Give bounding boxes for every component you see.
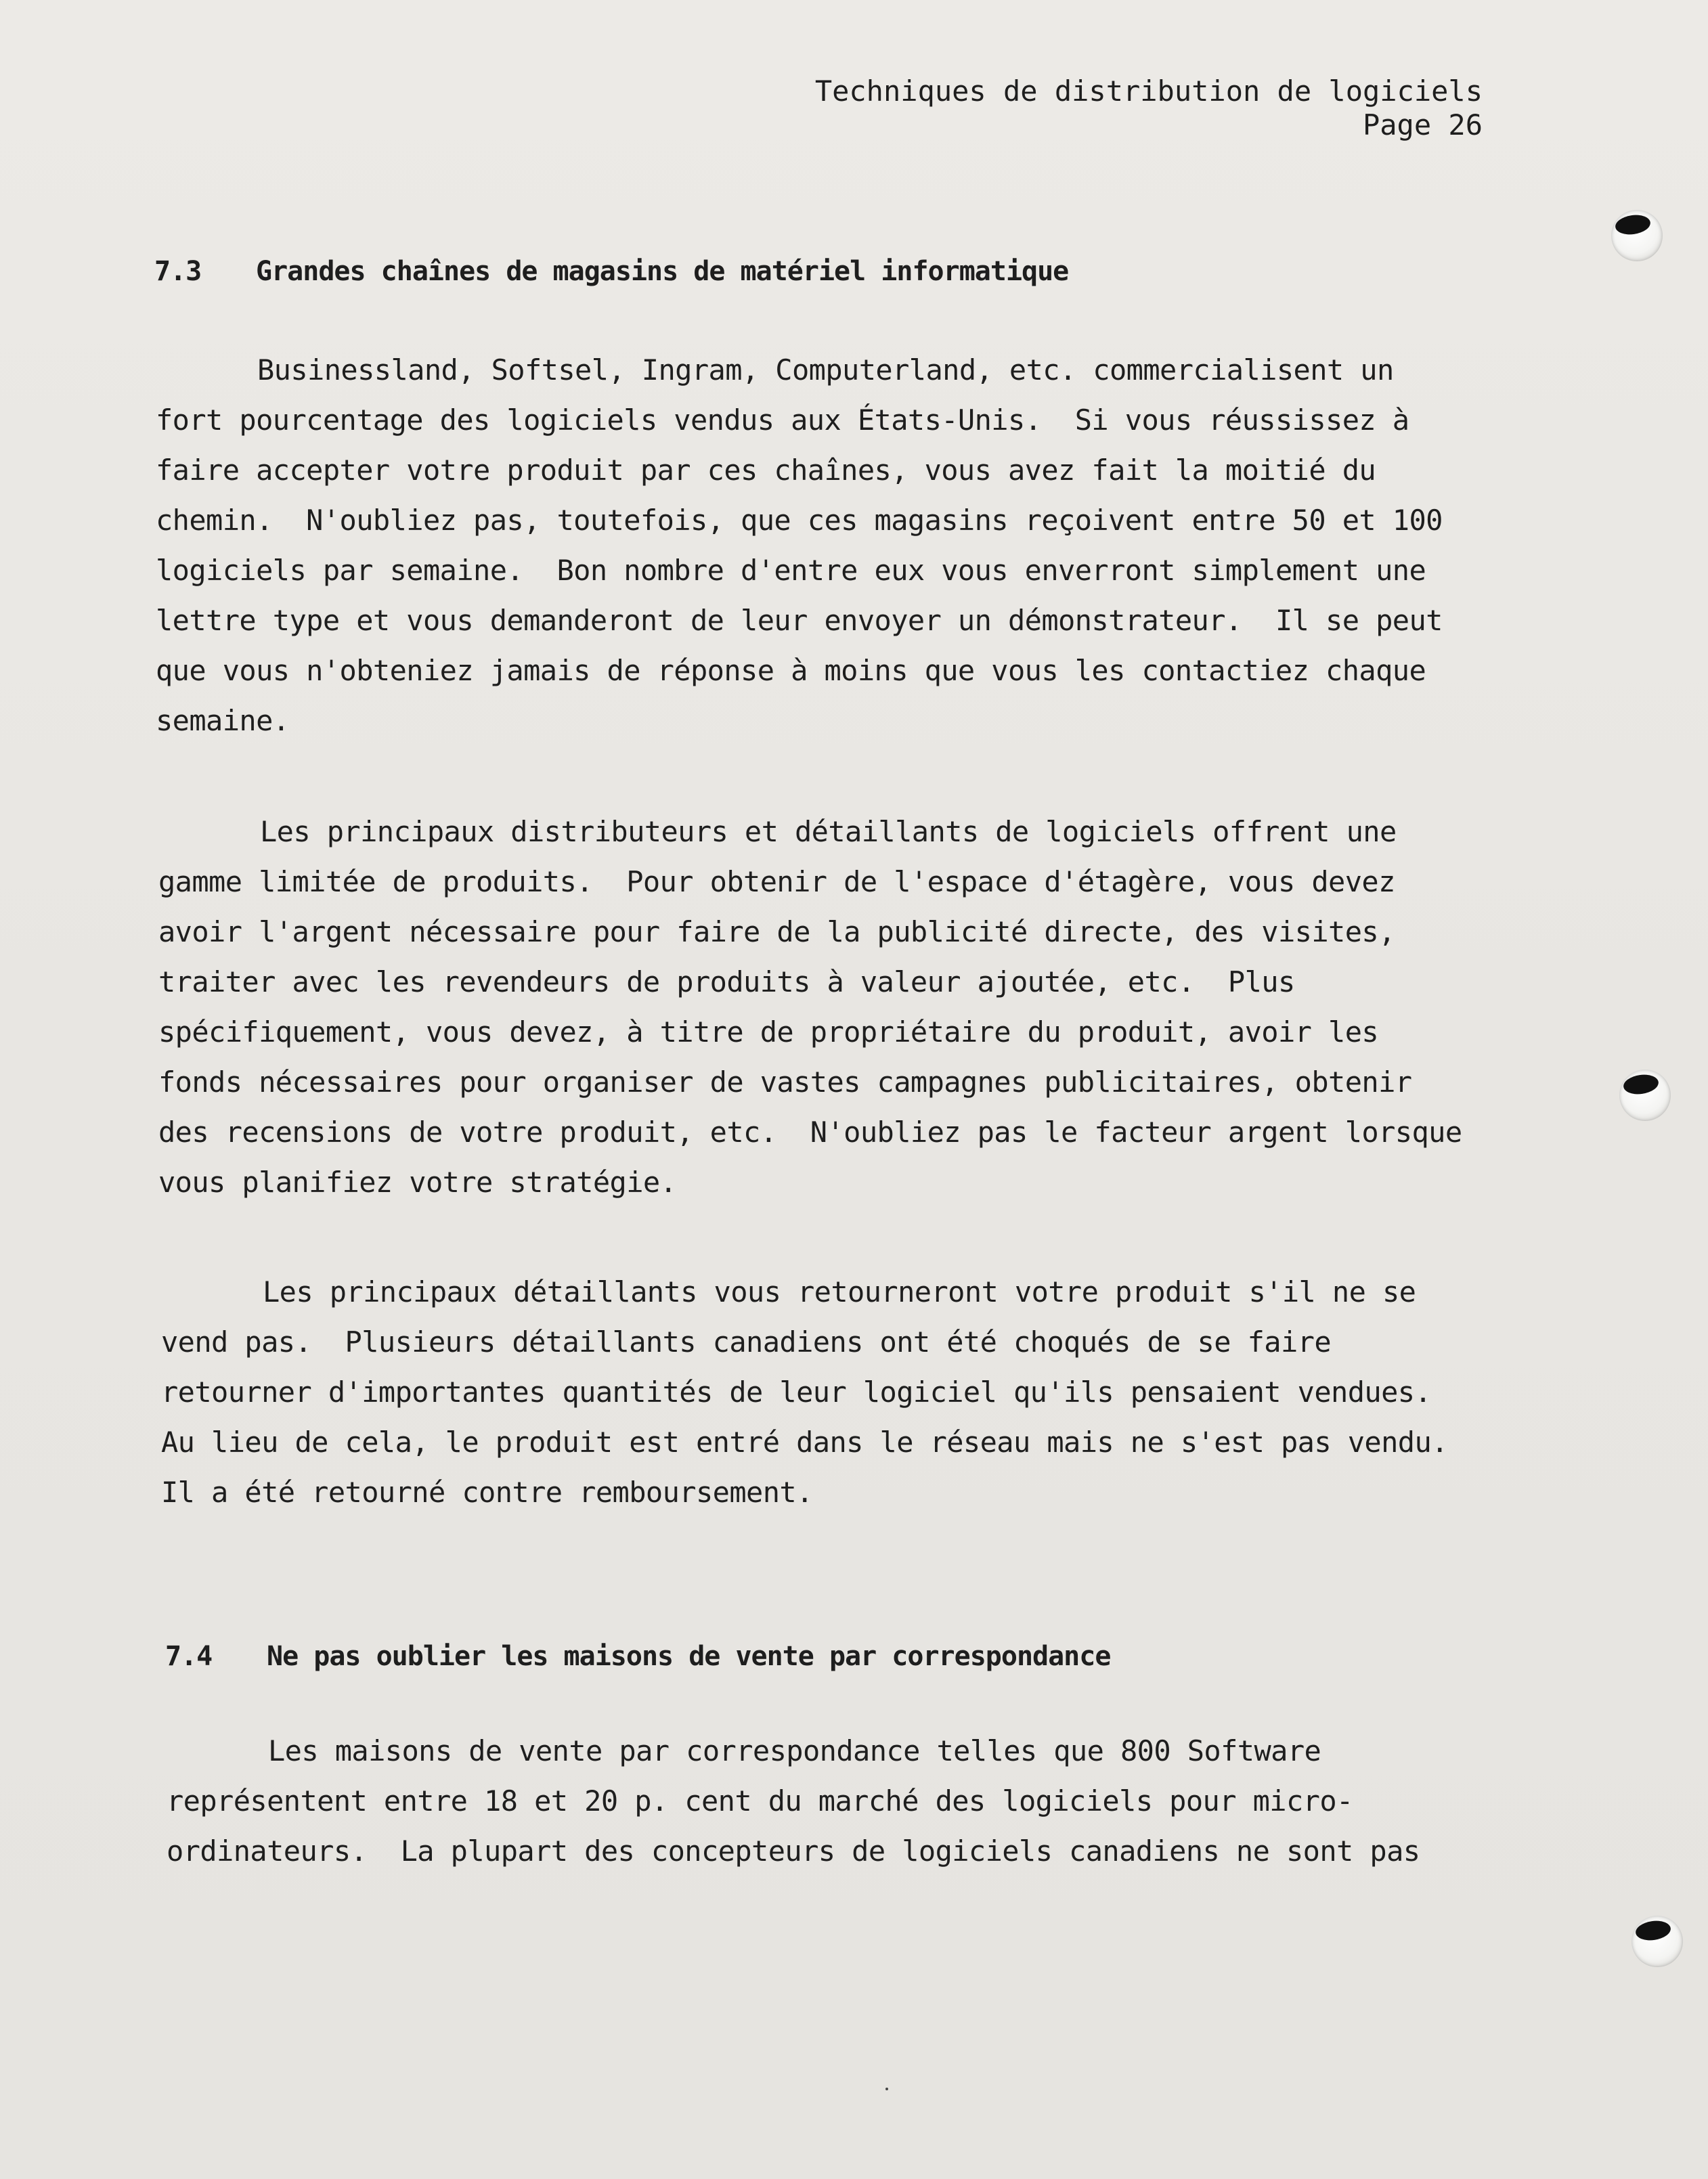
text-line: Il a été retourné contre remboursement. [161, 1476, 813, 1509]
text-line: faire accepter votre produit par ces chaînes, vous avez fait la moitié du [156, 454, 1376, 487]
paragraph-7-3-3 [161, 1267, 1508, 1518]
text-line: que vous n'obteniez jamais de réponse à moins que vous les contactiez chaque [156, 654, 1426, 687]
text-line: avoir l'argent nécessaire pour faire de la publicité directe, des visites, [158, 915, 1395, 948]
binder-hole [1611, 210, 1663, 261]
text-line: semaine. [156, 704, 290, 737]
text-line: fonds nécessaires pour organiser de vastes campagnes publicitaires, obtenir [158, 1065, 1412, 1099]
header-title: Techniques de distribution de logiciels [814, 74, 1483, 108]
paragraph-7-4-1 [167, 1726, 1514, 1876]
binder-hole [1632, 1916, 1683, 1967]
text-line: fort pourcentage des logiciels vendus aux États-Unis. Si vous réussissez à [156, 403, 1409, 437]
text-line: vous planifiez votre stratégie. [158, 1166, 677, 1199]
text-line: Businessland, Softsel, Ingram, Computerland, etc. commercialisent un [257, 353, 1394, 387]
header-page-number: Page 26 [1362, 108, 1483, 141]
section-heading-7-3 [154, 256, 1068, 287]
text-line: lettre type et vous demanderont de leur envoyer un démonstrateur. Il se peut [156, 604, 1443, 637]
text-line: Les principaux détaillants vous retourneront votre produit s'il ne se [263, 1275, 1416, 1308]
text-line: ordinateurs. La plupart des concepteurs de logiciels canadiens ne sont pas [167, 1834, 1420, 1868]
paper-speck [885, 2088, 888, 2090]
section-number: 7.4 [165, 1641, 213, 1672]
section-title: Grandes chaînes de magasins de matériel informatique [256, 256, 1069, 287]
text-line: vend pas. Plusieurs détaillants canadiens ont été choqués de se faire [161, 1325, 1332, 1359]
text-line: chemin. N'oubliez pas, toutefois, que ces magasins reçoivent entre 50 et 100 [156, 504, 1443, 537]
text-line: gamme limitée de produits. Pour obtenir de l'espace d'étagère, vous devez [158, 865, 1395, 898]
text-line: retourner d'importantes quantités de leur logiciel qu'ils pensaient vendues. [161, 1375, 1432, 1409]
section-title: Ne pas oublier les maisons de vente par correspondance [267, 1641, 1111, 1672]
text-line: Les maisons de vente par correspondance telles que 800 Software [268, 1734, 1321, 1767]
binder-hole [1619, 1070, 1671, 1121]
paragraph-7-3-1 [156, 345, 1503, 746]
text-line: logiciels par semaine. Bon nombre d'entre eux vous enverront simplement une [156, 554, 1426, 587]
paragraph-7-3-2 [158, 807, 1506, 1208]
text-line: spécifiquement, vous devez, à titre de propriétaire du produit, avoir les [158, 1015, 1379, 1049]
page-header [815, 74, 1483, 142]
text-line: représentent entre 18 et 20 p. cent du marché des logiciels pour micro- [167, 1784, 1353, 1818]
text-line: Les principaux distributeurs et détaillants de logiciels offrent une [260, 815, 1397, 848]
text-line: traiter avec les revendeurs de produits à valeur ajoutée, etc. Plus [158, 965, 1295, 998]
text-line: Au lieu de cela, le produit est entré dans le réseau mais ne s'est pas vendu. [161, 1426, 1448, 1459]
section-number: 7.3 [154, 256, 202, 287]
section-heading-7-4 [165, 1641, 1110, 1672]
text-line: des recensions de votre produit, etc. N'oubliez pas le facteur argent lorsque [158, 1116, 1462, 1149]
